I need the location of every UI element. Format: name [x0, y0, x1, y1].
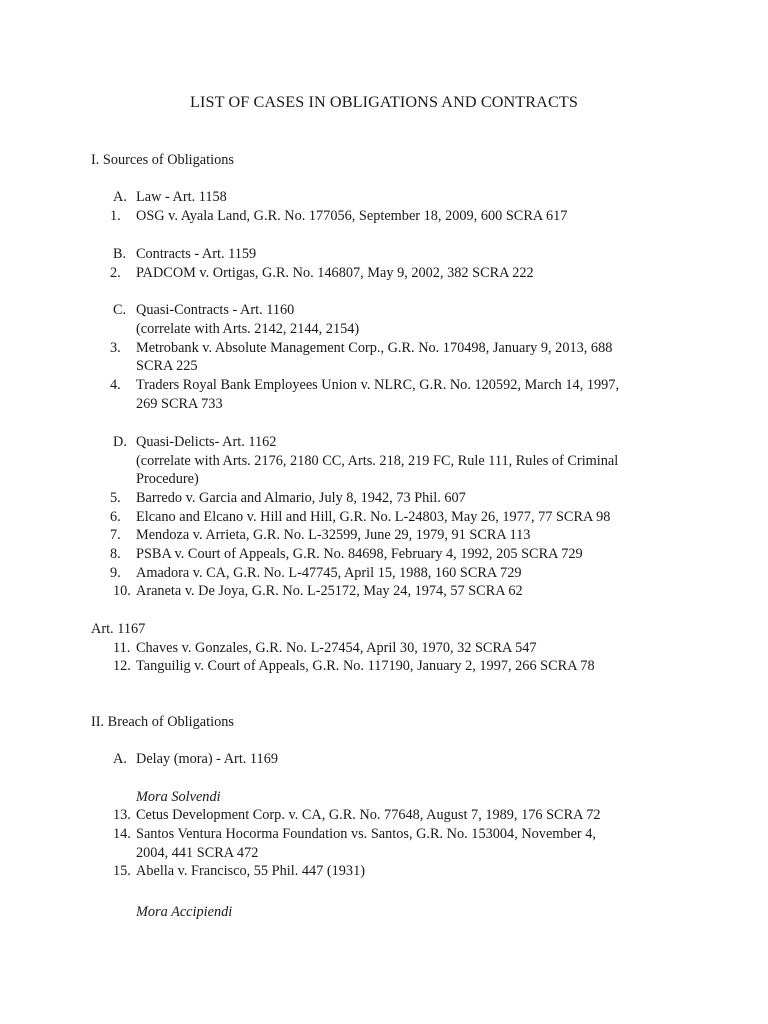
- case-number: 7.: [110, 527, 121, 543]
- case-entry-continued: 2004, 441 SCRA 472: [136, 845, 259, 861]
- correlate-note: (correlate with Arts. 2142, 2144, 2154): [136, 321, 360, 337]
- correlate-note: (correlate with Arts. 2176, 2180 CC, Arts. 218, 219 FC, Rule 111, Rules of Criminal: [136, 453, 619, 469]
- case-entry: Mendoza v. Arrieta, G.R. No. L-32599, June 29, 1979, 91 SCRA 113: [136, 527, 531, 543]
- case-number: 3.: [110, 340, 121, 356]
- case-entry: Santos Ventura Hocorma Foundation vs. Santos, G.R. No. 153004, November 4,: [136, 826, 596, 842]
- case-number: 1.: [110, 208, 121, 224]
- case-entry: Abella v. Francisco, 55 Phil. 447 (1931): [136, 863, 365, 879]
- case-number: 6.: [110, 509, 121, 525]
- document-title: LIST OF CASES IN OBLIGATIONS AND CONTRACTS: [190, 93, 578, 111]
- case-entry: Amadora v. CA, G.R. No. L-47745, April 15, 1988, 160 SCRA 729: [136, 565, 522, 581]
- case-number: 14.: [113, 826, 131, 842]
- subsection-title-law: Law - Art. 1158: [136, 189, 227, 205]
- case-entry: Araneta v. De Joya, G.R. No. L-25172, May 24, 1974, 57 SCRA 62: [136, 583, 523, 599]
- subsection-letter-c: C.: [113, 302, 127, 318]
- case-entry: Traders Royal Bank Employees Union v. NLRC, G.R. No. 120592, March 14, 1997,: [136, 377, 620, 393]
- case-entry: Metrobank v. Absolute Management Corp., G.R. No. 170498, January 9, 2013, 688: [136, 340, 613, 356]
- case-entry: Chaves v. Gonzales, G.R. No. L-27454, April 30, 1970, 32 SCRA 547: [136, 640, 537, 656]
- case-entry: OSG v. Ayala Land, G.R. No. 177056, September 18, 2009, 600 SCRA 617: [136, 208, 568, 224]
- case-entry: PADCOM v. Ortigas, G.R. No. 146807, May 9, 2002, 382 SCRA 222: [136, 265, 534, 281]
- case-number: 8.: [110, 546, 121, 562]
- case-number: 15.: [113, 863, 131, 879]
- subsection-letter-b: B.: [113, 246, 127, 262]
- mora-accipiendi-heading: Mora Accipiendi: [136, 904, 233, 920]
- case-entry-continued: 269 SCRA 733: [136, 396, 223, 412]
- mora-solvendi-heading: Mora Solvendi: [136, 789, 221, 805]
- section-heading-breach: II. Breach of Obligations: [91, 714, 234, 730]
- correlate-note-continued: Procedure): [136, 471, 199, 487]
- case-number: 9.: [110, 565, 121, 581]
- case-number: 2.: [110, 265, 121, 281]
- subsection-title-contracts: Contracts - Art. 1159: [136, 246, 257, 262]
- subsection-letter-a: A.: [113, 189, 127, 205]
- subsection-letter-a: A.: [113, 751, 127, 767]
- case-number: 11.: [113, 640, 131, 656]
- case-entry-continued: SCRA 225: [136, 358, 198, 374]
- case-entry: Barredo v. Garcia and Almario, July 8, 1942, 73 Phil. 607: [136, 490, 466, 506]
- case-number: 12.: [113, 658, 131, 674]
- section-heading-sources: I. Sources of Obligations: [91, 152, 234, 168]
- case-entry: Elcano and Elcano v. Hill and Hill, G.R. No. L-24803, May 26, 1977, 77 SCRA 98: [136, 509, 611, 525]
- subsection-title-quasi-contracts: Quasi-Contracts - Art. 1160: [136, 302, 295, 318]
- case-number: 4.: [110, 377, 121, 393]
- case-entry: Tanguilig v. Court of Appeals, G.R. No. 117190, January 2, 1997, 266 SCRA 78: [136, 658, 595, 674]
- case-number: 5.: [110, 490, 121, 506]
- case-entry: Cetus Development Corp. v. CA, G.R. No. 77648, August 7, 1989, 176 SCRA 72: [136, 807, 601, 823]
- subsection-title-quasi-delicts: Quasi-Delicts- Art. 1162: [136, 434, 277, 450]
- case-entry: PSBA v. Court of Appeals, G.R. No. 84698, February 4, 1992, 205 SCRA 729: [136, 546, 583, 562]
- subsection-title-delay: Delay (mora) - Art. 1169: [136, 751, 278, 767]
- case-number: 13.: [113, 807, 131, 823]
- article-heading: Art. 1167: [91, 621, 146, 637]
- subsection-letter-d: D.: [113, 434, 127, 450]
- case-number: 10.: [113, 583, 131, 599]
